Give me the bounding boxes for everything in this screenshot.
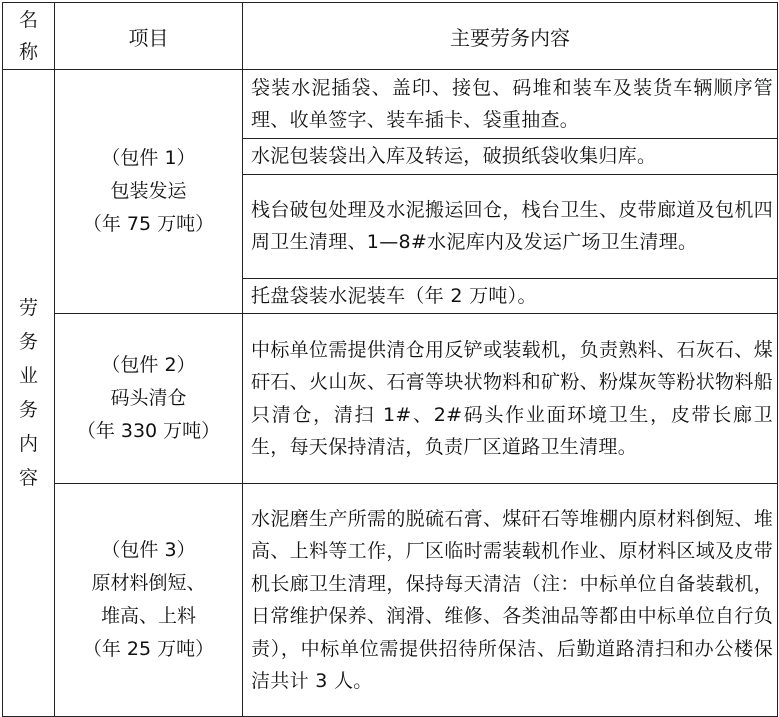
header-name-char: 称 (18, 41, 38, 63)
package-name: 堆高、上料 (100, 605, 196, 627)
category-char: 业 (18, 365, 38, 387)
content-cell: 托盘袋装水泥装车（年 2 万吨）。 (243, 278, 778, 314)
package-1-cell (55, 70, 243, 314)
content-cell: 中标单位需提供清仓用反铲或装载机，负责熟料、石灰石、煤矸石、火山灰、石膏等块状物料和矿粉、粉煤灰等粉状物料船只清仓，清扫 1#、2#码头作业面环境卫生，皮带长廊卫生，每天保持清洁，负责厂区道路卫生清理。 (243, 314, 778, 484)
table-row (3, 484, 778, 717)
table-row (3, 70, 778, 139)
header-content-cell: 主要劳务内容 (243, 3, 778, 70)
package-2-cell (55, 314, 243, 484)
package-volume: （年 75 万吨） (82, 213, 215, 235)
category-char: 劳 (18, 297, 38, 319)
package-label: （包件 2） (101, 354, 196, 376)
package-name: 码头清仓 (110, 387, 187, 409)
package-3-cell (55, 484, 243, 717)
category-char: 容 (18, 467, 38, 489)
category-char: 内 (18, 433, 38, 455)
header-name-char: 名 (18, 9, 38, 31)
header-item-cell: 项目 (55, 3, 243, 70)
content-cell: 袋装水泥插袋、盖印、接包、码堆和装车及装货车辆顺序管理、收单签字、装车插卡、袋重抽查。 (243, 70, 778, 139)
package-name: 包装发运 (110, 180, 187, 202)
package-volume: （年 25 万吨） (82, 638, 215, 660)
content-cell: 水泥磨生产所需的脱硫石膏、煤矸石等堆棚内原材料倒短、堆高、上料等工作，厂区临时需装载机作业、原材料区域及皮带机长廊卫生清理，保持每天清洁（注：中标单位自备装载机，日常维护保养、润滑、维修、各类油品等都由中标单位自行负责），中标单位需提供招待所保洁、后勤道路清扫和办公楼保洁共计 3 人。 (243, 484, 778, 717)
category-char: 务 (18, 399, 38, 421)
labor-service-table (2, 2, 778, 717)
header-row (3, 3, 778, 70)
category-cell (3, 70, 55, 717)
content-cell: 栈台破包处理及水泥搬运回仓，栈台卫生、皮带廊道及包机四周卫生清理、1—8#水泥库内及发运广场卫生清理。 (243, 174, 778, 278)
package-label: （包件 3） (101, 539, 196, 561)
package-name: 原材料倒短、 (91, 572, 206, 594)
package-volume: （年 330 万吨） (76, 420, 221, 442)
package-label: （包件 1） (101, 147, 196, 169)
category-char: 务 (18, 331, 38, 353)
content-cell: 水泥包装袋出入库及转运，破损纸袋收集归库。 (243, 139, 778, 175)
table-row (3, 314, 778, 484)
header-name-cell (3, 3, 55, 70)
